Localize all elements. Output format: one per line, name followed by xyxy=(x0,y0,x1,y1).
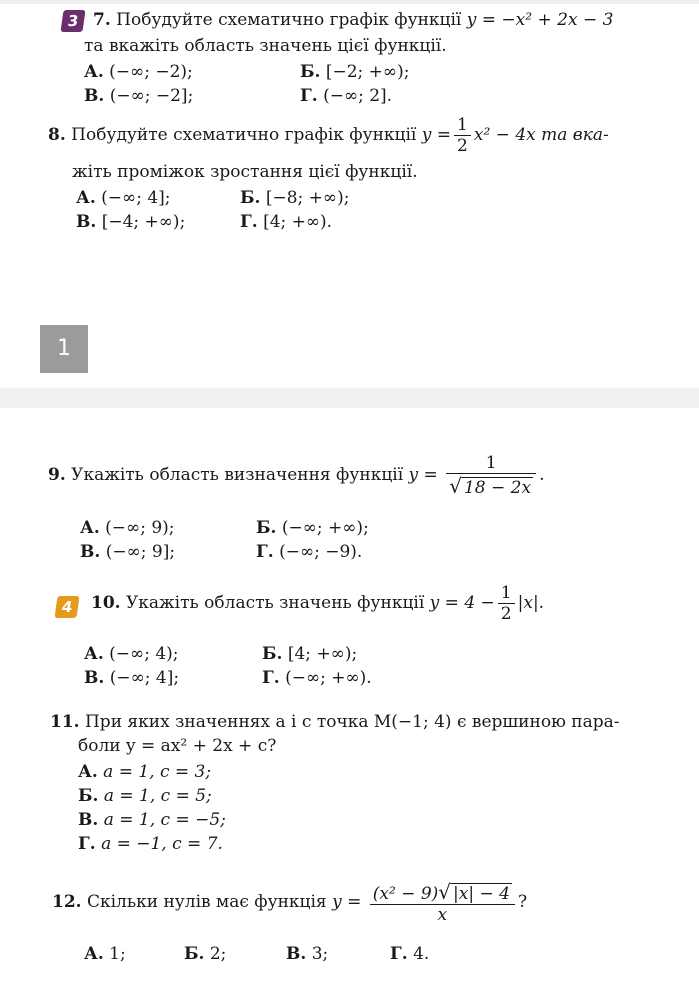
q9-option-a xyxy=(80,518,175,538)
radical-sign: √ xyxy=(438,880,452,904)
q12-number: 12. xyxy=(52,892,82,912)
q7-text: Побудуйте схематично графік функції xyxy=(116,10,462,30)
level-badge-4: 4 xyxy=(54,596,79,618)
q12-fraction xyxy=(370,880,515,925)
radical-sign: √ xyxy=(449,474,462,498)
q7-line1 xyxy=(93,10,613,30)
option-value: (−∞; +∞). xyxy=(285,668,372,688)
q12-option-c xyxy=(286,944,328,964)
fraction-numerator: 1 xyxy=(485,453,497,473)
page-divider xyxy=(0,388,699,408)
fraction-denominator: 2 xyxy=(454,135,471,156)
q7-line2: та вкажіть область значень цієї функції. xyxy=(84,36,447,56)
option-label: Б. xyxy=(78,786,99,806)
level-badge-3: 3 xyxy=(60,10,85,32)
option-label: Г. xyxy=(262,668,280,688)
option-label: В. xyxy=(84,668,105,688)
option-value: (−∞; 4]; xyxy=(109,668,180,688)
q9-option-d xyxy=(256,542,362,562)
option-label: Б. xyxy=(262,644,283,664)
option-value: [4; +∞); xyxy=(287,644,358,664)
q11-option-a xyxy=(78,762,211,782)
q11-text: При яких значеннях a і c точка M(−1; 4) є вершиною пара- xyxy=(84,712,620,732)
q9-end: . xyxy=(539,465,545,485)
option-value: [−8; +∞); xyxy=(265,188,350,208)
option-value: [−2; +∞); xyxy=(325,62,410,82)
option-label: А. xyxy=(76,188,96,208)
option-value: a = −1, c = 7. xyxy=(101,834,223,854)
q8-y: y = xyxy=(421,125,452,145)
option-value: (−∞; 4]; xyxy=(101,188,171,208)
q11-number: 11. xyxy=(50,712,80,732)
q8-number: 8. xyxy=(48,125,66,145)
option-value: (−∞; 9]; xyxy=(105,542,176,562)
option-label: Г. xyxy=(240,212,258,232)
q11-option-c xyxy=(78,810,226,830)
option-value: (−∞; 4); xyxy=(109,644,179,664)
option-label: А. xyxy=(78,762,98,782)
fraction-numerator xyxy=(370,880,515,904)
option-value: a = 1, c = 3; xyxy=(103,762,212,782)
option-value: (−∞; +∞); xyxy=(281,518,369,538)
radicand: |x| − 4 xyxy=(453,884,510,904)
q7-option-d xyxy=(300,86,392,106)
option-label: В. xyxy=(80,542,101,562)
option-label: А. xyxy=(84,62,104,82)
option-value: (−∞; −2); xyxy=(109,62,193,82)
q10-rest: |x|. xyxy=(517,593,545,613)
q7-number: 7. xyxy=(93,10,111,30)
option-value: [4; +∞). xyxy=(263,212,333,232)
option-value: (−∞; 2]. xyxy=(323,86,393,106)
q7-option-b xyxy=(300,62,409,82)
q12-text: Скільки нулів має функція xyxy=(86,892,327,912)
q12-option-b xyxy=(184,944,226,964)
fraction-denominator xyxy=(446,473,536,498)
option-value: [−4; +∞); xyxy=(101,212,186,232)
q8-text: Побудуйте схематично графік функції xyxy=(71,125,417,145)
q9-fraction xyxy=(446,453,536,498)
top-strip xyxy=(0,0,699,4)
q12-line1 xyxy=(52,880,527,925)
option-label: В. xyxy=(286,944,307,964)
option-label: А. xyxy=(84,644,104,664)
option-label: Б. xyxy=(300,62,321,82)
fraction-numerator: 1 xyxy=(500,583,512,603)
q11-line1 xyxy=(50,712,620,732)
q7-formula: y = −x² + 2x − 3 xyxy=(466,10,614,30)
q9-option-b xyxy=(256,518,369,538)
option-label: Г. xyxy=(256,542,274,562)
option-value: 1; xyxy=(109,944,126,964)
fraction-denominator: x xyxy=(370,904,515,925)
q11-line2: боли y = ax² + 2x + c? xyxy=(78,736,277,756)
q8-option-c xyxy=(76,212,185,232)
option-label: Г. xyxy=(300,86,318,106)
option-label: Б. xyxy=(240,188,261,208)
q8-option-a xyxy=(76,188,171,208)
q9-number: 9. xyxy=(48,465,66,485)
q10-option-d xyxy=(262,668,372,688)
q10-number: 10. xyxy=(91,593,121,613)
q10-text: Укажіть область значень функції xyxy=(125,593,425,613)
q10-option-c xyxy=(84,668,179,688)
option-value: a = 1, c = 5; xyxy=(103,786,212,806)
q9-line1 xyxy=(48,453,544,498)
q10-y: y = 4 − xyxy=(429,593,495,613)
option-value: 3; xyxy=(311,944,329,964)
q11-option-b xyxy=(78,786,212,806)
q10-line1 xyxy=(91,583,544,624)
option-label: А. xyxy=(80,518,100,538)
option-value: (−∞; 9); xyxy=(105,518,175,538)
q8-option-b xyxy=(240,188,349,208)
option-label: Г. xyxy=(390,944,408,964)
fraction-denominator: 2 xyxy=(498,603,515,624)
q7-option-c xyxy=(84,86,193,106)
option-value: (−∞; −2]; xyxy=(109,86,194,106)
q9-y: y = xyxy=(408,465,438,485)
fraction-numerator: 1 xyxy=(457,115,468,135)
q12-option-a xyxy=(84,944,126,964)
option-value: a = 1, c = −5; xyxy=(103,810,226,830)
option-label: В. xyxy=(76,212,97,232)
page-number: 1 xyxy=(40,325,88,373)
q10-option-b xyxy=(262,644,357,664)
q10-option-a xyxy=(84,644,179,664)
option-label: Б. xyxy=(256,518,277,538)
radicand: 18 − 2x xyxy=(463,478,532,498)
q12-y: y = xyxy=(332,892,362,912)
q9-option-c xyxy=(80,542,175,562)
q10-fraction xyxy=(498,583,515,624)
option-label: А. xyxy=(84,944,104,964)
q8-line2: жіть проміжок зростання цієї функції. xyxy=(72,162,418,182)
option-value: (−∞; −9). xyxy=(279,542,363,562)
q8-fraction xyxy=(454,115,471,156)
q12-option-d xyxy=(390,944,429,964)
numerator-factor: (x² − 9) xyxy=(372,884,439,904)
option-label: В. xyxy=(84,86,105,106)
q11-option-d xyxy=(78,834,223,854)
option-label: Г. xyxy=(78,834,96,854)
q12-end: ? xyxy=(517,892,528,912)
q7-option-a xyxy=(84,62,193,82)
q8-line1 xyxy=(48,115,609,156)
option-label: Б. xyxy=(184,944,205,964)
q8-option-d xyxy=(240,212,332,232)
option-value: 4. xyxy=(413,944,430,964)
option-value: 2; xyxy=(209,944,227,964)
q8-rest: x² − 4x та вка- xyxy=(473,125,609,145)
q9-text: Укажіть область визначення функції xyxy=(71,465,404,485)
option-label: В. xyxy=(78,810,99,830)
